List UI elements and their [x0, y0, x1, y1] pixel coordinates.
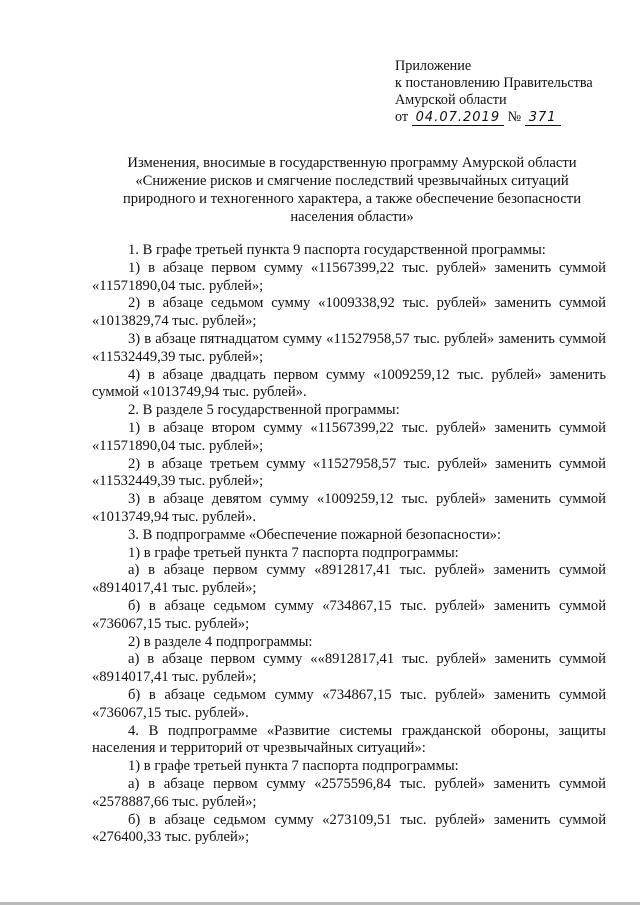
paragraph-1: 1. В графе третьей пункта 9 паспорта государственной программы:	[128, 242, 546, 258]
paragraph-2: 1) в абзаце первом сумму «11567399,22 тыс. рублей» заменить суммой «11571890,04 тыс. рублей»;	[92, 259, 606, 294]
paragraph-9: 3) в абзаце девятом сумму «1009259,12 тыс. рублей» заменить суммой «1013749,94 тыс. рублей».	[92, 491, 606, 525]
handwritten-date: 04.07.2019	[412, 111, 504, 126]
annex-line-decree: к постановлению Правительства	[395, 75, 593, 91]
document-title	[92, 154, 612, 226]
annex-header	[395, 58, 593, 126]
paragraph-7: 1) в абзаце втором сумму «11567399,22 тыс. рублей» заменить суммой «11571890,04 тыс. рублей»;	[92, 419, 606, 454]
paragraph-8: 2) в абзаце третьем сумму «11527958,57 тыс. рублей» заменить суммой «11532449,39 тыс. рублей»;	[92, 455, 606, 490]
date-prefix: от	[395, 109, 409, 125]
number-prefix: №	[507, 109, 522, 125]
paragraph-4: 3) в абзаце пятнадцатом сумму «11527958,57 тыс. рублей» заменить суммой «11532449,39 тыс. рублей»;	[92, 330, 606, 365]
paragraph-12: а) в абзаце первом сумму «8912817,41 тыс. рублей» заменить суммой «8914017,41 тыс. рублей»;	[92, 562, 606, 597]
document-body	[92, 242, 606, 847]
paragraph-19: а) в абзаце первом сумму «2575596,84 тыс. рублей» заменить суммой «2578887,66 тыс. рублей»;	[92, 775, 606, 810]
title-line-1: Изменения, вносимые в государственную программу Амурской области	[127, 155, 577, 171]
paragraph-13: б) в абзаце седьмом сумму «734867,15 тыс. рублей» заменить суммой «736067,15 тыс. рублей»;	[92, 597, 606, 632]
paragraph-15: а) в абзаце первом сумму ««8912817,41 тыс. рублей» заменить суммой «8914017,41 тыс. рублей»;	[92, 651, 606, 686]
paragraph-17: 4. В подпрограмме «Развитие системы гражданской обороны, защиты населения и территорий от чрезвычайных ситуаций»:	[92, 722, 606, 757]
handwritten-number: 371	[525, 111, 561, 126]
title-line-3: природного и техногенного характера, а также обеспечение безопасности	[122, 191, 581, 207]
annex-line-region: Амурской области	[395, 92, 507, 108]
paragraph-5: 4) в абзаце двадцать первом сумму «1009259,12 тыс. рублей» заменить суммой «1013749,94 тыс. рублей».	[92, 366, 606, 401]
paragraph-10: 3. В подпрограмме «Обеспечение пожарной безопасности»:	[128, 526, 502, 543]
paragraph-3: 2) в абзаце седьмом сумму «1009338,92 тыс. рублей» заменить суммой «1013829,74 тыс. рублей»;	[92, 295, 606, 330]
annex-date-line	[395, 109, 593, 126]
paragraph-6: 2. В разделе 5 государственной программы:	[128, 402, 400, 419]
paragraph-11: 1) в графе третьей пункта 7 паспорта подпрограммы:	[128, 544, 459, 561]
annex-title: Приложение	[395, 58, 472, 74]
paragraph-16: б) в абзаце седьмом сумму «734867,15 тыс. рублей» заменить суммой «736067,15 тыс. рублей».	[92, 686, 606, 721]
paragraph-18: 1) в графе третьей пункта 7 паспорта подпрограммы:	[128, 758, 459, 775]
paragraph-14: 2) в разделе 4 подпрограммы:	[128, 633, 313, 650]
title-line-2: «Снижение рисков и смягчение последствий чрезвычайных ситуаций	[135, 173, 569, 189]
paragraph-20: б) в абзаце седьмом сумму «273109,51 тыс. рублей» заменить суммой «276400,33 тыс. рублей»;	[92, 811, 606, 846]
title-line-4: населения области»	[290, 209, 414, 225]
